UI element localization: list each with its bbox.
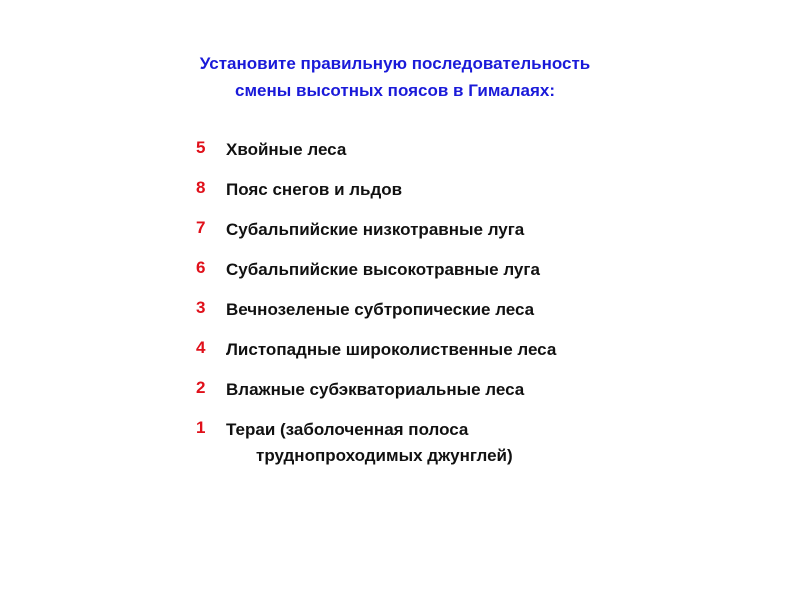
list-item: [196, 257, 756, 297]
list-item: [196, 297, 756, 337]
title-line-1: Установите правильную последовательность: [199, 54, 591, 73]
item-text: Вечнозеленые субтропические леса: [226, 300, 535, 319]
item-text: Хвойные леса: [226, 140, 347, 159]
slide-title: [100, 50, 690, 104]
item-text-block: [226, 417, 513, 469]
item-number: 4: [196, 338, 206, 357]
item-text: Субальпийские высокотравные луга: [226, 260, 540, 279]
item-text: Влажные субэкваториальные леса: [226, 380, 525, 399]
item-number: 5: [196, 138, 206, 157]
altitude-zones-list: [196, 137, 756, 477]
list-item: [196, 377, 756, 417]
list-item: [196, 217, 756, 257]
item-text: Листопадные широколиственные леса: [226, 340, 557, 359]
item-number: 7: [196, 218, 206, 237]
title-line-2: смены высотных поясов в Гималаях:: [235, 81, 555, 100]
item-text-continuation: труднопроходимых джунглей): [256, 446, 513, 465]
item-text: Тераи (заболоченная полоса: [226, 420, 469, 439]
item-number: 1: [196, 418, 206, 437]
item-number: 2: [196, 378, 206, 397]
list-item: [196, 177, 756, 217]
item-number: 6: [196, 258, 206, 277]
item-text: Пояс снегов и льдов: [226, 180, 403, 199]
list-item: [196, 137, 756, 177]
item-number: 8: [196, 178, 206, 197]
list-item: [196, 417, 756, 477]
list-item: [196, 337, 756, 377]
item-number: 3: [196, 298, 206, 317]
item-text: Субальпийские низкотравные луга: [226, 220, 525, 239]
